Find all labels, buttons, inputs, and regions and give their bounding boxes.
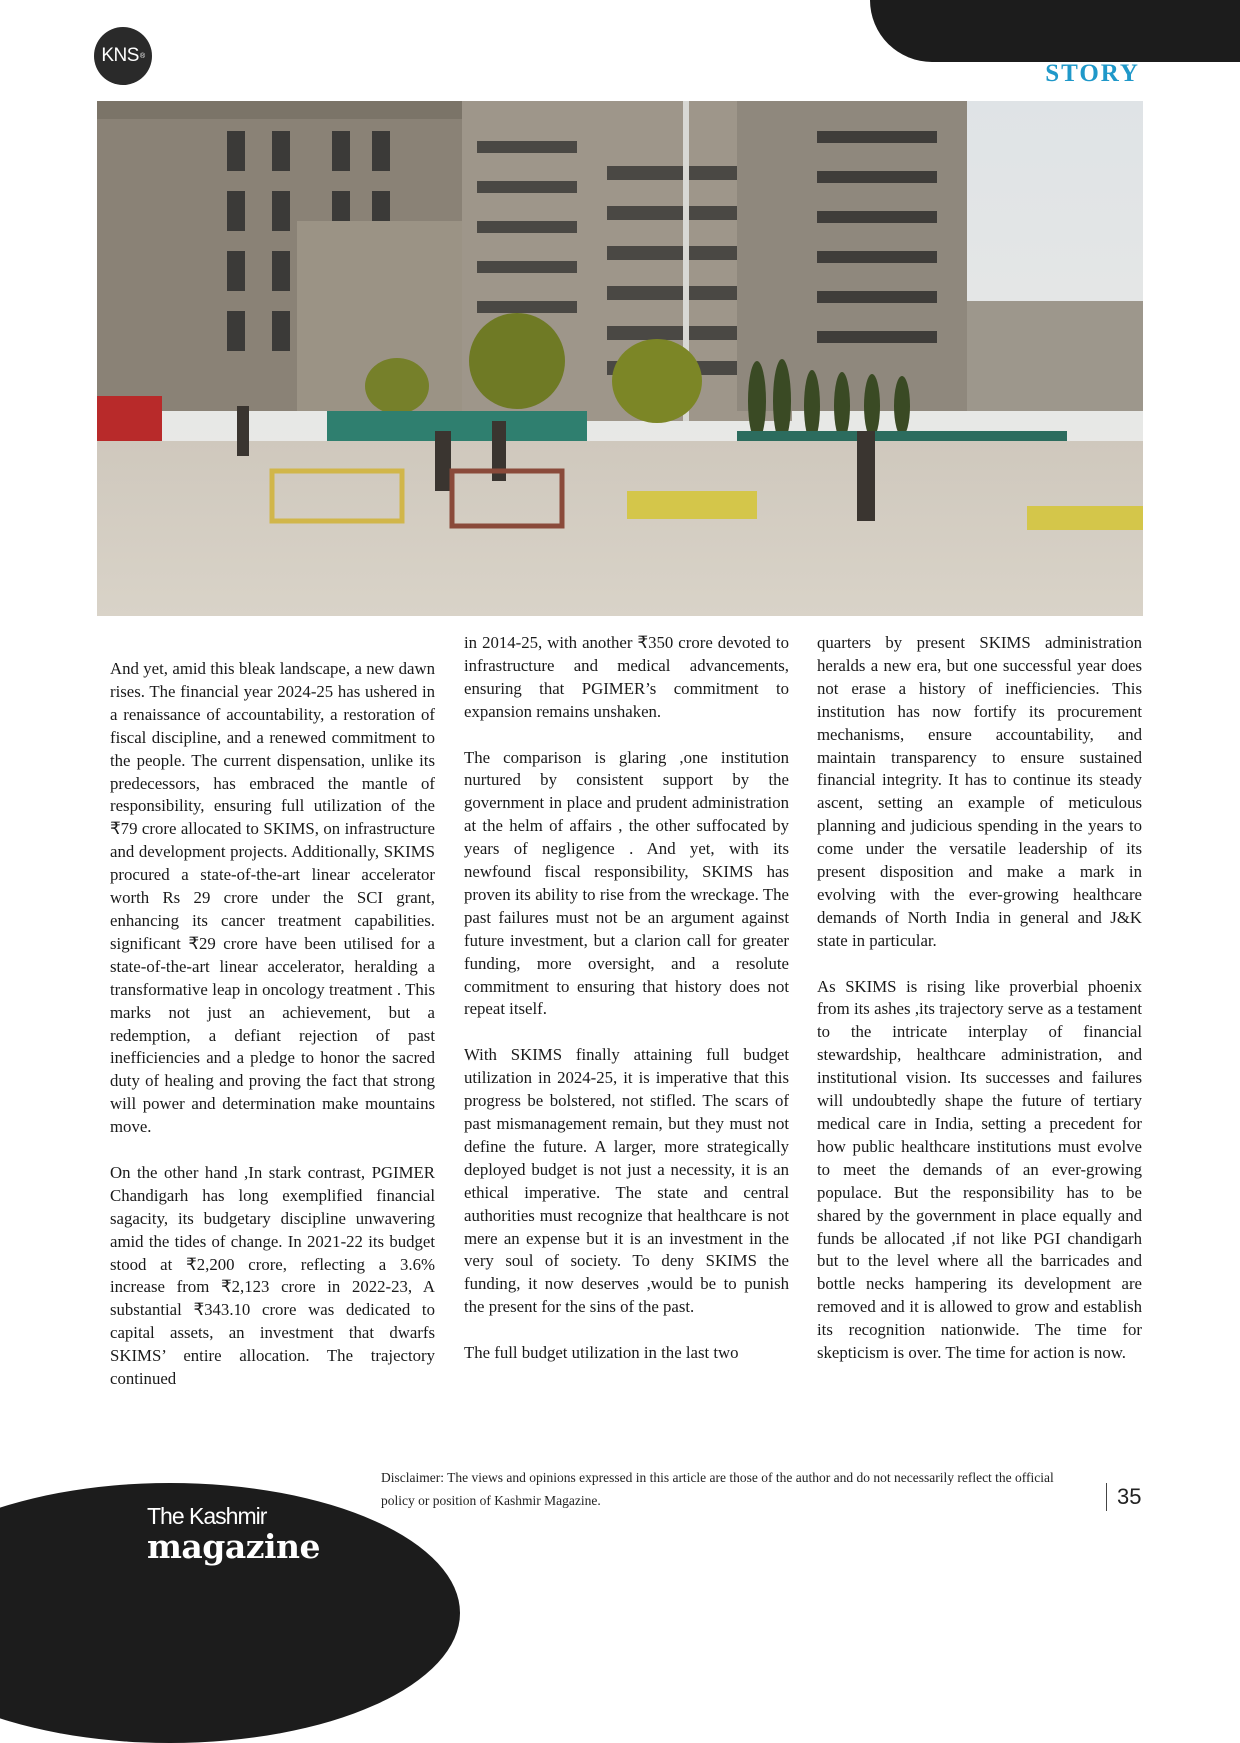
page-number: 35 (1106, 1483, 1141, 1511)
article-body (110, 632, 1142, 1432)
kns-logo (94, 27, 152, 85)
disclaimer: Disclaimer: The views and opinions expressed in this article are those of the author and do not necessarily reflect the official policy or position of Kashmir Magazine. (381, 1470, 1054, 1508)
paragraph: And yet, amid this bleak landscape, a new dawn rises. The financial year 2024-25 has ushered in a renaissance of accountability, a restoration of fiscal discipline, and a renewed commitment to the people. The current dispensation, unlike its predecessors, has embraced the mantle of responsibility, ensuring full utilization of the ₹79 crore allocated to SKIMS, on infrastructure and development projects. Additionally, SKIMS procured a state-of-the-art linear accelerator worth Rs 29 crore under the SCI grant, enhancing its cancer treatment capabilities. significant ₹29 crore have been utilised for a state-of-the-art linear accelerator, heralding a transformative leap in oncology treatment . This marks not just an achievement, but a redemption, a defiant rejection of past inefficiencies and a pledge to honor the sacred duty of healing and proving the fact that strong will power and determination make mountains move. (110, 659, 435, 1137)
paragraph: in 2014-25, with another ₹350 crore devoted to infrastructure and medical advancements, ensuring that PGIMER’s commitment to expansion remains unshaken. (464, 633, 789, 721)
paragraph: On the other hand ,In stark contrast, PGIMER Chandigarh has long exemplified financial sagacity, its budgetary discipline unwavering amid the tides of change. In 2021-22 its budget stood at ₹2,200 crore, reflecting a 3.6% increase from ₹2,123 crore in 2022-23, A substantial ₹343.10 crore was dedicated to capital assets, an investment that dwarfs SKIMS’ entire allocation. The trajectory continued (110, 1162, 435, 1389)
paragraph: quarters by present SKIMS administration heralds a new era, but one successful year does not erase a history of inefficiencies. This institution has now fortify its procurement mechanisms, ensure accountability, and maintain transparency to ensure sustained financial integrity. It has to continue its steady ascent, setting an example of meticulous planning and judicious spending in the years to come under the versatile leadership of its present disposition and make a mark in evolving with the ever-growing healthcare demands of North India in general and J&K state in particular. (817, 633, 1142, 950)
paragraph: The comparison is glaring ,one institution nurtured by consistent support by the government in place and prudent administration at the helm of affairs , the other suffocated by years of negligence . And yet, with its newfound fiscal responsibility, SKIMS has proven its ability to rise from the wreckage. The past failures must not be an argument against future investment, but a clarion call for greater funding, more oversight, and a resolute commitment to ensuring that history does not repeat itself. (464, 747, 789, 1019)
paragraph: As SKIMS is rising like proverbial phoenix from its ashes ,its trajectory serve as a testament to the intricate interplay of financial stewardship, healthcare administration, and institutional vision. Its successes and failures will undoubtedly shape the future of tertiary medical care in India, setting a precedent for how public healthcare institutions must evolve to meet the demands of an ever-growing populace. But the responsibility has to be shared by the government in place equally and funds be allocated ,if not like PGI chandigarh but to the level where all the barricades and bottle necks hampering its development are removed and it is allowed to grow and establish its recognition nationwide. The time for skepticism is over. The time for action is now. (817, 976, 1142, 1363)
hospital-campus-photo (97, 101, 1143, 616)
section-label: STORY (1045, 60, 1140, 87)
magazine-logo (147, 1503, 320, 1565)
magazine-logo-line2: magazine (147, 1527, 321, 1566)
magazine-logo-line1: The Kashmir (147, 1503, 267, 1529)
article-column-1 (110, 658, 435, 1414)
article-column-2 (464, 632, 789, 1388)
header-decoration-bar (870, 0, 1240, 62)
registered-mark: ® (139, 52, 145, 60)
paragraph: The full budget utilization in the last two (464, 1343, 739, 1363)
paragraph: With SKIMS finally attaining full budget utilization in 2024-25, it is imperative that this progress be bolstered, not stifled. The scars of past mismanagement remain, but they must not define the future. A larger, more strategically deployed budget is not just a necessity, it is an ethical imperative. The state and central authorities must recognize that healthcare is not mere an expense but it is an investment in the very soul of society. To deny SKIMS the funding, it now deserves ,would be to punish the present for the sins of the past. (464, 1045, 789, 1317)
article-column-3 (817, 632, 1142, 1388)
kns-logo-text: KNS (101, 45, 139, 66)
